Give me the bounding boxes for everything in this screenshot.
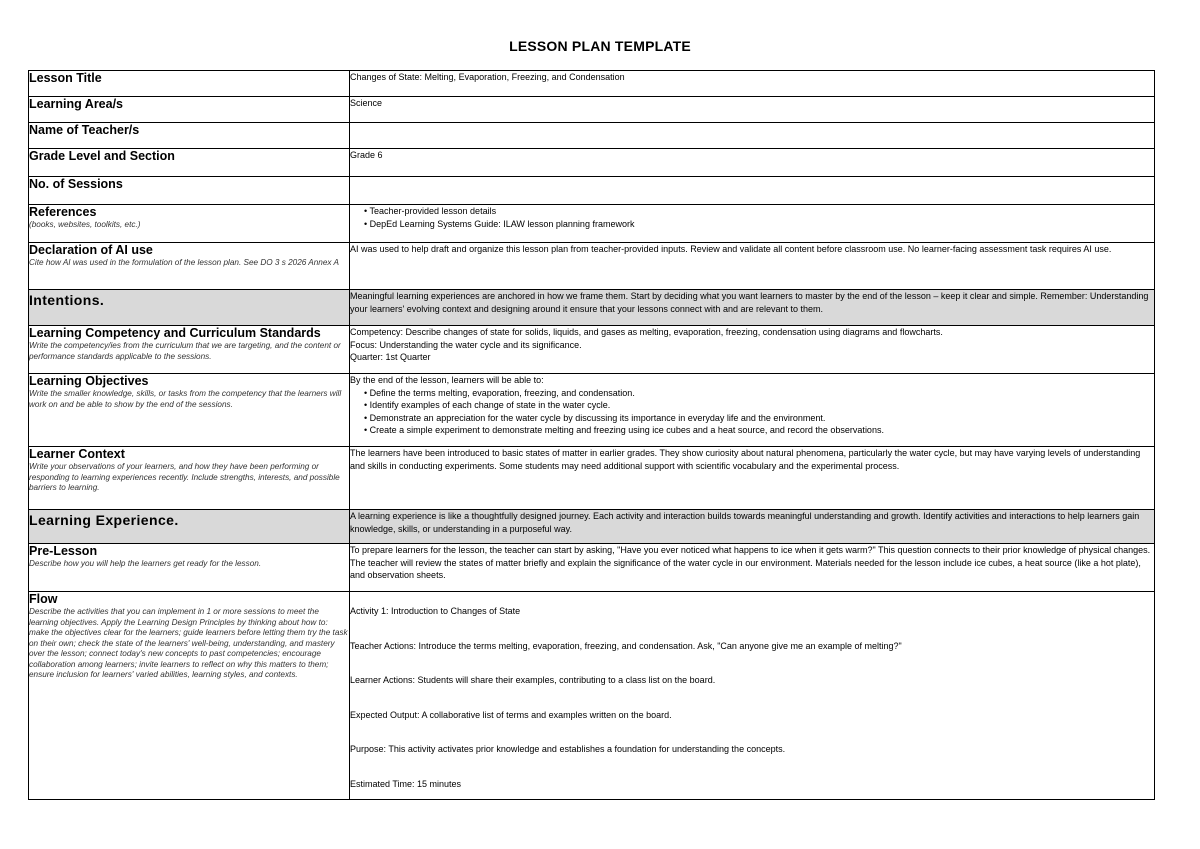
flow-activity-line: Activity 1: Introduction to Changes of State <box>350 606 521 616</box>
focus-line: Focus: Understanding the water cycle and its significance. <box>350 339 582 350</box>
flow-estimated-time-line: Estimated Time: 15 minutes <box>350 778 462 789</box>
label-cell <box>29 97 350 123</box>
label-cell <box>29 290 350 326</box>
intentions-value: Meaningful learning experiences are anchored in how we frame them. Start by deciding what you want learners to master by the end of the lesson – keep it clear and simple. Remember: Understanding your learners' evolving context and designing around it ensure that your lessons connect with and are relevant to them. <box>350 290 1155 326</box>
list-item: • DepEd Learning Systems Guide: ILAW lesson planning framework <box>364 218 1154 231</box>
learning-area-label: Learning Area/s <box>29 97 124 111</box>
label-cell <box>29 544 350 592</box>
row-learner-context <box>29 447 1155 510</box>
row-learning-area <box>29 97 1155 123</box>
row-teacher <box>29 123 1155 149</box>
row-intentions <box>29 290 1155 326</box>
references-value[interactable] <box>350 205 1155 243</box>
ai-declaration-label: Declaration of AI use <box>29 243 153 257</box>
sessions-value[interactable] <box>350 177 1155 205</box>
label-cell <box>29 374 350 447</box>
flow-note: Describe the activities that you can implement in 1 or more sessions to meet the learning objectives. Apply the Learning Design Principles by thinking about how to: make the objectives clear for the learners; guide learners before letting them try the task on their own; check the state of the learners' well-being, understanding, and mastery over the lesson; connect today's new concepts to past competencies; encourage collaboration among learners; invite learners to reflect on why this matters to them; ensure inclusion for learners' varied abilities, learning styles, and contexts. <box>29 607 348 679</box>
label-cell <box>29 71 350 97</box>
competency-note: Write the competency/ies from the curriculum that we are targeting, and the content or performance standards applicable to the sessions. <box>29 341 341 361</box>
grade-label: Grade Level and Section <box>29 149 175 163</box>
label-cell <box>29 510 350 544</box>
ai-declaration-note: Cite how AI was used in the formulation of the lesson plan. See DO 3 s 2026 Annex A <box>29 258 339 267</box>
flow-expected-output-line: Expected Output: A collaborative list of terms and examples written on the board. <box>350 709 672 720</box>
row-grade <box>29 149 1155 177</box>
list-item: • Demonstrate an appreciation for the water cycle by discussing its importance in everyday life and the environment. <box>364 412 1154 425</box>
pre-lesson-label: Pre-Lesson <box>29 544 98 558</box>
lesson-title-label: Lesson Title <box>29 71 102 85</box>
ai-declaration-value[interactable]: AI was used to help draft and organize this lesson plan from teacher-provided inputs. Review and validate all content before classroom use. No learner-facing assessment task requires AI use. <box>350 243 1155 290</box>
label-cell <box>29 177 350 205</box>
row-objectives <box>29 374 1155 447</box>
row-flow <box>29 592 1155 800</box>
objectives-intro: By the end of the lesson, learners will be able to: <box>350 375 544 385</box>
row-sessions <box>29 177 1155 205</box>
learning-experience-value: A learning experience is like a thoughtfully designed journey. Each activity and interaction builds towards meaningful understanding and growth. Identify activities and interactions to help learners gain knowledge, skills, or understanding in a purposeful way. <box>350 510 1155 544</box>
row-lesson-title <box>29 71 1155 97</box>
objectives-list <box>350 387 1154 437</box>
label-cell <box>29 123 350 149</box>
row-references <box>29 205 1155 243</box>
references-label: References <box>29 205 97 219</box>
learning-experience-heading: Learning Experience. <box>29 512 179 528</box>
references-list <box>350 205 1154 230</box>
objectives-value[interactable] <box>350 374 1155 447</box>
sessions-label: No. of Sessions <box>29 177 123 191</box>
intentions-heading: Intentions. <box>29 292 105 308</box>
competency-value[interactable] <box>350 326 1155 374</box>
label-cell <box>29 243 350 290</box>
lesson-title-value[interactable]: Changes of State: Melting, Evaporation, Freezing, and Condensation <box>350 71 1155 97</box>
flow-learner-actions-line: Learner Actions: Students will share their examples, contributing to a class list on the board. <box>350 675 716 685</box>
learner-context-value[interactable]: The learners have been introduced to basic states of matter in earlier grades. They show curiosity about natural phenomena, particularly the water cycle, but may have varying levels of understanding and skills in conducting experiments. Some students may need additional support with scientific vocabulary and the experimental process. <box>350 447 1155 510</box>
references-note: (books, websites, toolkits, etc.) <box>29 220 141 229</box>
flow-value[interactable] <box>350 592 1155 800</box>
flow-teacher-actions-line: Teacher Actions: Introduce the terms melting, evaporation, freezing, and condensation. Ask, "Can anyone give me an example of melting?" <box>350 640 902 651</box>
pre-lesson-value[interactable]: To prepare learners for the lesson, the teacher can start by asking, "Have you ever noticed what happens to ice when it gets warm?" This question connects to their prior knowledge of physical changes. The teacher will review the states of matter briefly and explain the significance of the water cycle in our environment. Materials needed for the lesson include ice cubes, a heat source (like a hot plate), and observation sheets. <box>350 544 1155 592</box>
label-cell <box>29 205 350 243</box>
competency-label: Learning Competency and Curriculum Standards <box>29 326 321 340</box>
teacher-label: Name of Teacher/s <box>29 123 140 137</box>
flow-label: Flow <box>29 592 58 606</box>
learning-area-value[interactable]: Science <box>350 97 1155 123</box>
row-ai-declaration <box>29 243 1155 290</box>
objectives-note: Write the smaller knowledge, skills, or tasks from the competency that the learners will work on and be able to show by the end of the sessions. <box>29 389 342 409</box>
row-competency <box>29 326 1155 374</box>
pre-lesson-note: Describe how you will help the learners get ready for the lesson. <box>29 559 262 568</box>
list-item: • Identify examples of each change of state in the water cycle. <box>364 399 1154 412</box>
flow-purpose-line: Purpose: This activity activates prior knowledge and establishes a foundation for understanding the concepts. <box>350 744 786 754</box>
label-cell <box>29 592 350 800</box>
learner-context-note: Write your observations of your learners, and how they have been performing or responding to learning experiences recently. Include strengths, interests, and possible barriers to learning. <box>29 462 340 492</box>
row-pre-lesson <box>29 544 1155 592</box>
label-cell <box>29 149 350 177</box>
lesson-plan-table <box>28 70 1155 800</box>
list-item: • Teacher-provided lesson details <box>364 205 1154 218</box>
teacher-value[interactable] <box>350 123 1155 149</box>
objectives-label: Learning Objectives <box>29 374 149 388</box>
list-item: • Define the terms melting, evaporation, freezing, and condensation. <box>364 387 1154 400</box>
page-title: LESSON PLAN TEMPLATE <box>509 38 691 54</box>
list-item: • Create a simple experiment to demonstrate melting and freezing using ice cubes and a heat source, and record the observations. <box>364 424 1154 437</box>
row-learning-experience <box>29 510 1155 544</box>
quarter-line: Quarter: 1st Quarter <box>350 352 431 362</box>
label-cell <box>29 326 350 374</box>
grade-value[interactable]: Grade 6 <box>350 149 1155 177</box>
learner-context-label: Learner Context <box>29 447 125 461</box>
competency-line: Competency: Describe changes of state for solids, liquids, and gases as melting, evaporation, freezing, condensation using diagrams and flowcharts. <box>350 327 943 337</box>
label-cell <box>29 447 350 510</box>
